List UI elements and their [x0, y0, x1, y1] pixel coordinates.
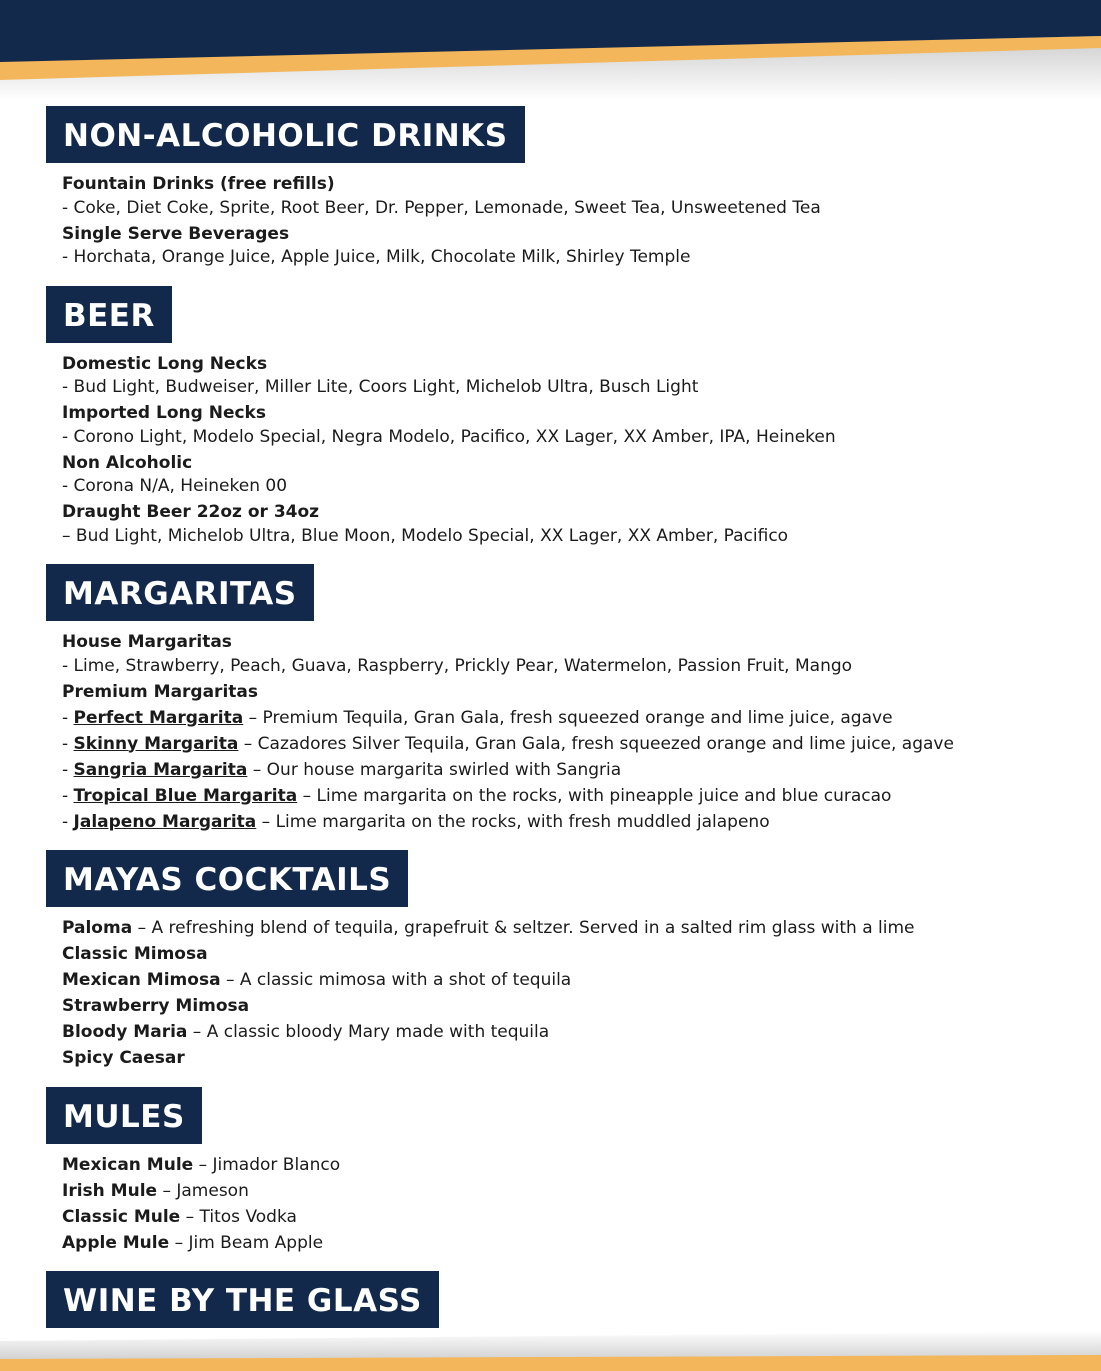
premium-item: - Skinny Margarita – Cazadores Silver Tequila, Gran Gala, fresh squeezed orange and lime juice, agave [62, 733, 954, 754]
mule-desc: – Jimador Blanco [198, 1154, 341, 1175]
fountain-drinks-items: - Coke, Diet Coke, Sprite, Root Beer, Dr. Pepper, Lemonade, Sweet Tea, Unsweetened Tea [62, 197, 821, 218]
draught-title: Draught Beer 22oz or 34oz [62, 502, 320, 522]
premium-item-desc: – Lime margarita on the rocks, with pineapple juice and blue curacao [302, 785, 892, 806]
section-header-beer: BEER [46, 286, 172, 343]
cocktail-name: Bloody Maria [62, 1022, 188, 1042]
section-header-non-alcoholic: NON-ALCOHOLIC DRINKS [46, 106, 525, 163]
section-margaritas [46, 564, 1086, 834]
imported-title: Imported Long Necks [62, 403, 266, 423]
premium-item-name: Sangria Margarita [73, 759, 248, 780]
section-beer [46, 286, 1086, 549]
domestic-items: - Bud Light, Budweiser, Miller Lite, Coors Light, Michelob Ultra, Busch Light [62, 377, 699, 397]
cocktail-name: Spicy Caesar [62, 1048, 185, 1068]
section-header-mules: MULES [46, 1087, 202, 1144]
mule-item [62, 1154, 1086, 1178]
mule-name: Irish Mule [62, 1180, 158, 1201]
section-mules [46, 1087, 1086, 1256]
mule-name: Classic Mule [62, 1206, 181, 1227]
mule-item [62, 1180, 1086, 1204]
cocktail-name: Strawberry Mimosa [62, 996, 250, 1016]
cocktail-name: Mexican Mimosa [62, 970, 221, 990]
premium-item-desc: – Cazadores Silver Tequila, Gran Gala, fresh squeezed orange and lime juice, agave [243, 733, 954, 754]
non-alcoholic-beer-items: - Corona N/A, Heineken 00 [62, 476, 288, 496]
mule-desc: – Jim Beam Apple [174, 1232, 324, 1253]
cocktail-item [62, 943, 1086, 967]
section-header-cocktails: MAYAS COCKTAILS [46, 850, 408, 907]
single-serve-title: Single Serve Beverages [62, 223, 290, 244]
mule-item [62, 1206, 1086, 1230]
cocktail-name: Classic Mimosa [62, 944, 208, 964]
premium-item: - Perfect Margarita – Premium Tequila, Gran Gala, fresh squeezed orange and lime juice, agave [62, 707, 893, 728]
cocktail-item [62, 1047, 1086, 1071]
cocktail-desc: – A classic mimosa with a shot of tequila [225, 970, 572, 990]
mule-name: Mexican Mule [62, 1154, 194, 1175]
mule-name: Apple Mule [62, 1232, 170, 1253]
premium-item-name: Perfect Margarita [73, 707, 244, 728]
cocktail-item [62, 917, 1086, 941]
mule-item [62, 1232, 1086, 1256]
mule-desc: – Jameson [162, 1180, 249, 1201]
section-non-alcoholic [46, 106, 1086, 270]
premium-margaritas-title: Premium Margaritas [62, 681, 258, 702]
non-alcoholic-beer-title: Non Alcoholic [62, 452, 193, 473]
fountain-drinks-title: Fountain Drinks (free refills) [62, 174, 335, 194]
single-serve-items: - Horchata, Orange Juice, Apple Juice, Milk, Chocolate Milk, Shirley Temple [62, 247, 691, 267]
premium-item-desc: – Lime margarita on the rocks, with fresh muddled jalapeno [261, 811, 770, 832]
section-header-wine: WINE BY THE GLASS [46, 1271, 439, 1328]
premium-item-desc: – Our house margarita swirled with Sangria [252, 759, 622, 780]
premium-item: - Jalapeno Margarita – Lime margarita on the rocks, with fresh muddled jalapeno [62, 811, 770, 832]
section-cocktails [46, 850, 1086, 1071]
imported-items: - Corono Light, Modelo Special, Negra Modelo, Pacifico, XX Lager, XX Amber, IPA, Heineken [62, 426, 836, 447]
draught-items: – Bud Light, Michelob Ultra, Blue Moon, Modelo Special, XX Lager, XX Amber, Pacifico [62, 525, 789, 546]
domestic-title: Domestic Long Necks [62, 353, 268, 374]
cocktail-desc: – A refreshing blend of tequila, grapefruit & seltzer. Served in a salted rim glass with a lime [137, 918, 915, 938]
house-margaritas-items: - Lime, Strawberry, Peach, Guava, Raspberry, Prickly Pear, Watermelon, Passion Fruit, Mango [62, 655, 853, 676]
menu-content [46, 106, 1086, 1362]
premium-item-desc: – Premium Tequila, Gran Gala, fresh squeezed orange and lime juice, agave [248, 707, 893, 728]
cocktail-item [62, 969, 1086, 993]
cocktail-desc: – A classic bloody Mary made with tequila [192, 1022, 550, 1042]
section-header-margaritas: MARGARITAS [46, 564, 314, 621]
house-margaritas-title: House Margaritas [62, 632, 232, 652]
top-decorative-band [0, 0, 1101, 100]
mule-desc: – Titos Vodka [185, 1206, 297, 1227]
cocktail-name: Paloma [62, 918, 133, 938]
premium-item: - Tropical Blue Margarita – Lime margarita on the rocks, with pineapple juice and blue curacao [62, 785, 892, 806]
cocktail-item [62, 995, 1086, 1019]
premium-item-name: Skinny Margarita [73, 733, 239, 754]
premium-item-name: Tropical Blue Margarita [73, 785, 298, 806]
premium-item: - Sangria Margarita – Our house margarita swirled with Sangria [62, 759, 622, 780]
bottom-decorative-band [0, 1331, 1101, 1371]
cocktail-item [62, 1021, 1086, 1045]
premium-item-name: Jalapeno Margarita [73, 811, 257, 832]
